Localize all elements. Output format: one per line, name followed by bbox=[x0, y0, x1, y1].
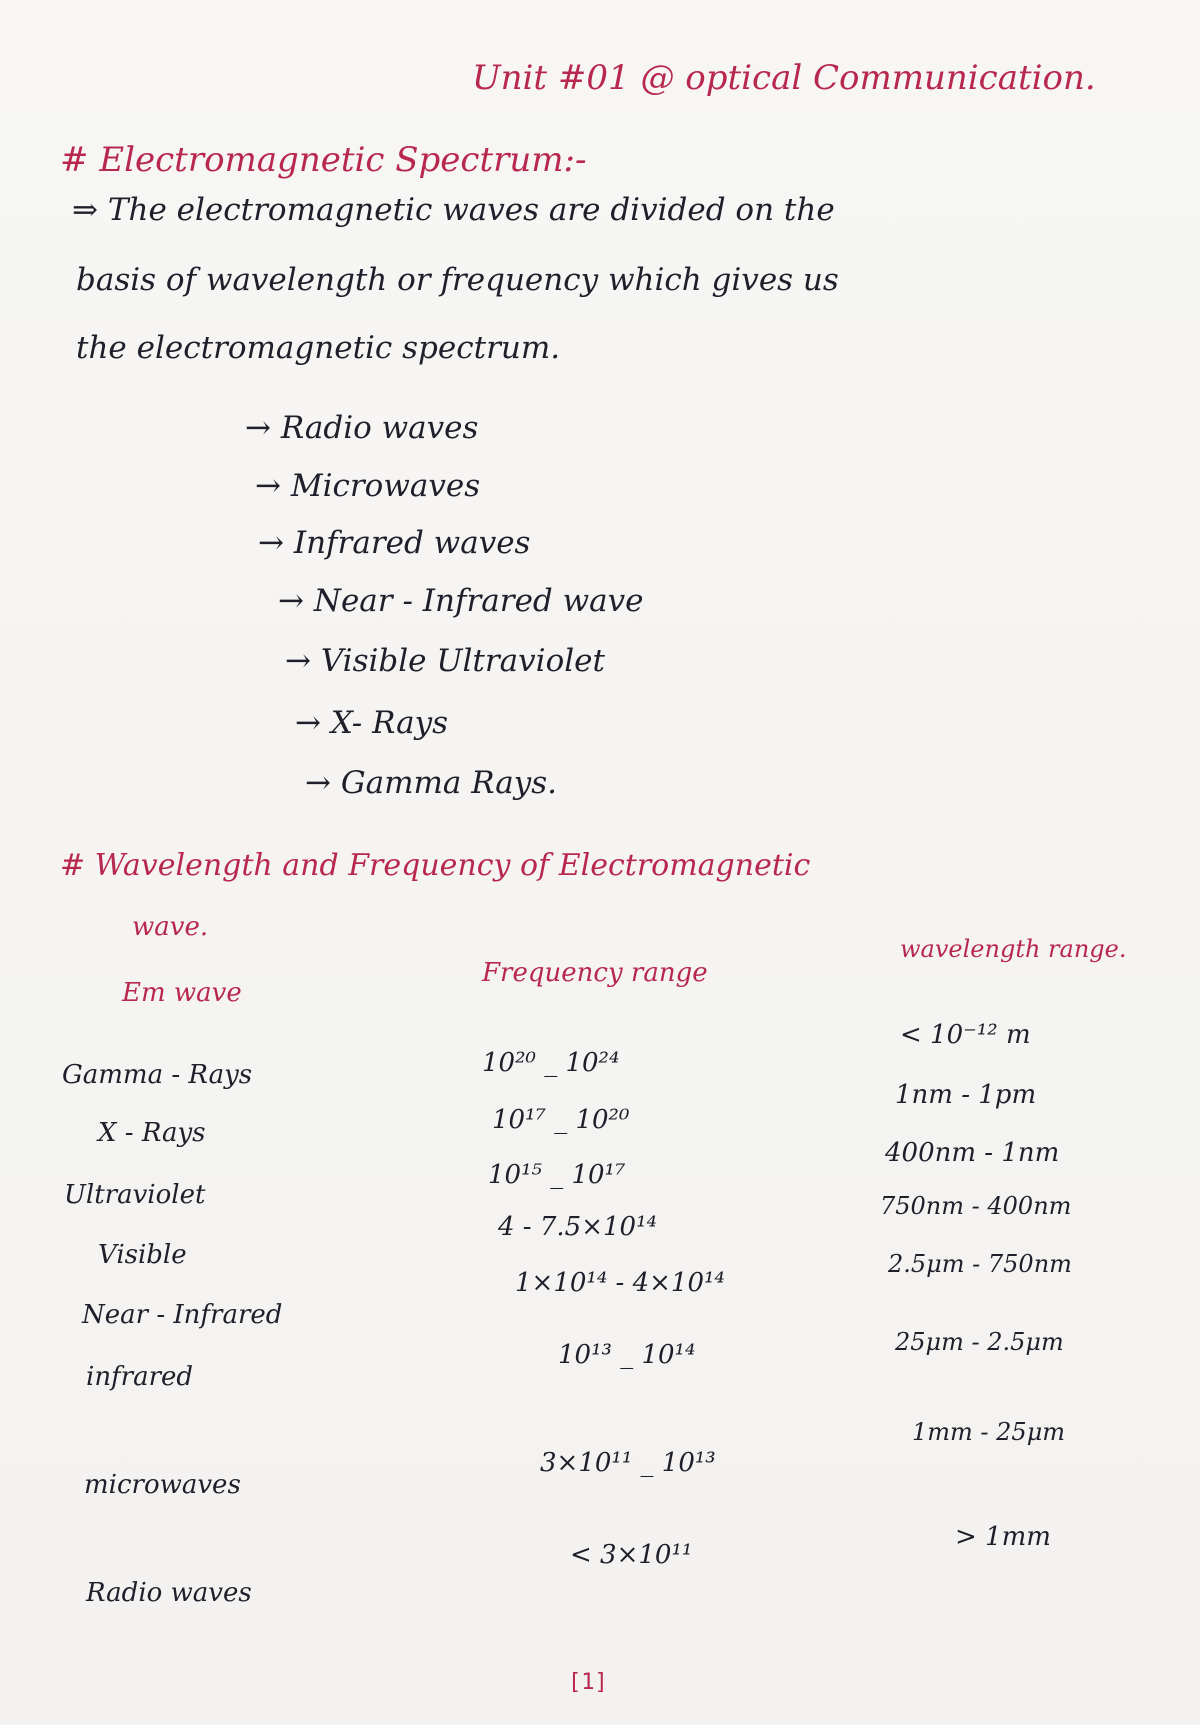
section-heading-wavelength: # Wavelength and Frequency of Electromagnetic bbox=[60, 848, 811, 883]
table-row: 750nm - 400nm bbox=[880, 1192, 1072, 1220]
table-row: Near - Infrared bbox=[82, 1300, 283, 1330]
list-item-visible-ultraviolet: → Visible Ultraviolet bbox=[285, 643, 605, 679]
list-item-microwaves: → Microwaves bbox=[255, 468, 481, 504]
section-heading-spectrum: # Electromagnetic Spectrum:- bbox=[60, 140, 587, 180]
intro-line-3: the electromagnetic spectrum. bbox=[76, 330, 561, 366]
table-row: 400nm - 1nm bbox=[885, 1138, 1060, 1168]
table-row: infrared bbox=[86, 1362, 194, 1392]
list-item-infrared: → Infrared waves bbox=[258, 525, 531, 561]
table-row: Visible bbox=[98, 1240, 187, 1270]
table-row: 1mm - 25μm bbox=[912, 1418, 1066, 1446]
table-row: < 10⁻¹² m bbox=[900, 1020, 1031, 1050]
list-item-radio: → Radio waves bbox=[245, 410, 479, 446]
list-item-gamma: → Gamma Rays. bbox=[305, 765, 558, 801]
table-row: < 3×10¹¹ bbox=[570, 1540, 693, 1570]
table-row: 3×10¹¹ _ 10¹³ bbox=[540, 1448, 716, 1478]
table-row: microwaves bbox=[84, 1470, 241, 1500]
table-row: 1nm - 1pm bbox=[895, 1080, 1037, 1110]
page-number: [1] bbox=[568, 1670, 608, 1695]
table-row: 10¹⁷ _ 10²⁰ bbox=[492, 1105, 630, 1135]
list-item-near-infrared: → Near - Infrared wave bbox=[278, 583, 644, 619]
table-row: Gamma - Rays bbox=[62, 1060, 253, 1090]
intro-line-1: ⇒ The electromagnetic waves are divided on the bbox=[72, 192, 835, 228]
table-row: 25μm - 2.5μm bbox=[895, 1328, 1064, 1356]
table-row: 10²⁰ _ 10²⁴ bbox=[482, 1048, 620, 1078]
table-row: 1×10¹⁴ - 4×10¹⁴ bbox=[515, 1268, 725, 1298]
section-heading-wavelength-cont: wave. bbox=[132, 912, 209, 942]
table-row: 4 - 7.5×10¹⁴ bbox=[498, 1212, 657, 1242]
list-item-xrays: → X- Rays bbox=[295, 705, 449, 741]
intro-line-2: basis of wavelength or frequency which gives us bbox=[76, 262, 839, 298]
table-row: 10¹³ _ 10¹⁴ bbox=[558, 1340, 696, 1370]
table-row: X - Rays bbox=[98, 1118, 206, 1148]
col-header-em-wave: Em wave bbox=[122, 978, 242, 1008]
col-header-wavelength: wavelength range. bbox=[900, 935, 1127, 963]
table-row: > 1mm bbox=[955, 1522, 1051, 1552]
table-row: Ultraviolet bbox=[64, 1180, 206, 1210]
page-title: Unit #01 @ optical Communication. bbox=[472, 58, 1096, 98]
table-row: 2.5μm - 750nm bbox=[888, 1250, 1072, 1278]
table-row: Radio waves bbox=[86, 1578, 252, 1608]
table-row: 10¹⁵ _ 10¹⁷ bbox=[488, 1160, 626, 1190]
col-header-frequency: Frequency range bbox=[482, 958, 708, 988]
